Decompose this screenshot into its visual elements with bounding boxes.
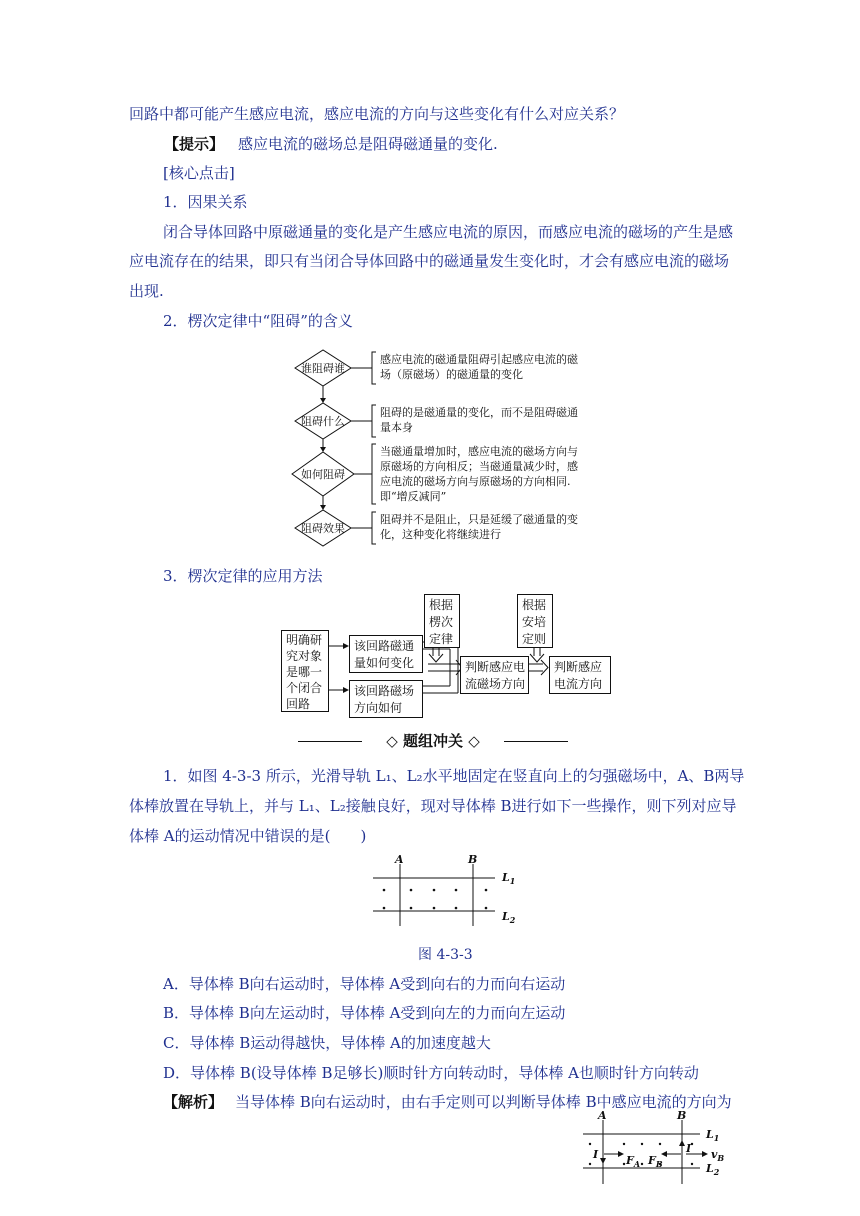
fig2-label-A: A xyxy=(598,1109,607,1122)
flow2-mid-box: 判断感应电 流磁场方向 xyxy=(460,656,529,694)
figure-4-3-3 xyxy=(370,850,520,940)
option-a[interactable]: A．导体棒 B向右运动时，导体棒 A受到向右的力而向右运动 xyxy=(163,975,566,993)
figure-caption: 图 4-3-3 xyxy=(418,947,473,963)
question-line-3: 体棒 A的运动情况中错误的是( ) xyxy=(129,827,367,845)
fig1-label-B: B xyxy=(468,853,478,866)
diamond-4-label: 阻碍效果 xyxy=(301,522,345,535)
diamond-1-label: 谁阻碍谁 xyxy=(301,362,345,375)
analysis-line xyxy=(163,1092,732,1112)
hint-line xyxy=(164,134,498,154)
section-banner xyxy=(298,731,568,751)
flow1-desc-1: 感应电流的磁通量阻碍引起感应电流的磁 场（原磁场）的磁通量的变化 xyxy=(380,353,578,381)
banner-rule-left xyxy=(298,741,362,742)
analysis-tag: 【解析】 xyxy=(163,1093,224,1111)
fig2-label-FB: $F_B$ xyxy=(648,1154,663,1169)
diamond-2-label: 阻碍什么 xyxy=(301,415,345,428)
fig1-label-A: A xyxy=(395,853,404,866)
section-3-title: 3．楞次定律的应用方法 xyxy=(163,567,323,585)
paragraph-continuation: 回路中都可能产生感应电流，感应电流的方向与这些变化有什么对应关系？ xyxy=(129,105,625,123)
flow2-rule2-box: 根据 安培 定则 xyxy=(517,594,553,648)
flow2-bottom-box: 该回路磁场 方向如何 xyxy=(349,680,423,718)
fig2-label-B: B xyxy=(677,1109,687,1122)
fig1-label-L2: $L_2$ xyxy=(502,910,516,925)
fig2-label-I-right: I xyxy=(686,1142,692,1155)
core-heading: [核心点击] xyxy=(163,164,235,182)
banner-title: ◇ 题组冲关 ◇ xyxy=(386,732,480,750)
fig2-label-vB: $v_B$ xyxy=(711,1148,725,1163)
hint-tag: 【提示】 xyxy=(164,135,225,153)
fig2-label-L2: $L_2$ xyxy=(706,1162,720,1177)
section-1-line-1: 闭合导体回路中原磁通量的变化是产生感应电流的原因，而感应电流的磁场的产生是感 xyxy=(163,223,734,241)
flow2-top-box: 该回路磁通 量如何变化 xyxy=(349,635,423,673)
option-b[interactable]: B．导体棒 B向左运动时，导体棒 A受到向左的力而向左运动 xyxy=(163,1004,566,1022)
flow2-start-box: 明确研 究对象 是哪一 个闭合 回路 xyxy=(281,630,329,712)
banner-rule-right xyxy=(504,741,568,742)
fig1-label-L1: $L_1$ xyxy=(502,871,516,886)
diamond-3-label: 如何阻碍 xyxy=(301,468,345,481)
flow2-rule1-box: 根据 楞次 定律 xyxy=(424,594,460,648)
flow1-desc-4: 阻碍并不是阻止，只是延缓了磁通量的变 化，这种变化将继续进行 xyxy=(380,513,578,541)
section-1-title: 1．因果关系 xyxy=(163,193,248,211)
section-1-line-2: 应电流存在的结果，即只有当闭合导体回路中的磁通量发生变化时，才会有感应电流的磁场 xyxy=(129,252,730,270)
analysis-figure xyxy=(580,1109,740,1212)
flow1-desc-3: 当磁通量增加时，感应电流的磁场方向与 原磁场的方向相反；当磁通量减少时，感 应电流的磁场方向与原磁场的方向相同. 即“增反减同” xyxy=(380,445,578,503)
hint-text: 感应电流的磁场总是阻碍磁通量的变化. xyxy=(238,135,498,153)
option-c[interactable]: C．导体棒 B运动得越快，导体棒 A的加速度越大 xyxy=(163,1034,491,1052)
question-line-1: 1．如图 4-3-3 所示，光滑导轨 L₁、L₂水平地固定在竖直向上的匀强磁场中，A、B两导 xyxy=(163,767,745,785)
section-2-title: 2．楞次定律中“阻碍”的含义 xyxy=(163,312,353,330)
section-1-line-3: 出现. xyxy=(129,282,164,300)
fig2-label-FA: $F_A$ xyxy=(626,1154,641,1169)
option-d[interactable]: D．导体棒 B(设导体棒 B足够长)顺时针方向转动时，导体棒 A也顺时针方向转动 xyxy=(163,1064,699,1082)
flow2-end-box: 判断感应 电流方向 xyxy=(549,656,611,694)
fig2-label-L1: $L_1$ xyxy=(706,1128,720,1143)
flow1-desc-2: 阻碍的是磁通量的变化，而不是阻碍磁通 量本身 xyxy=(380,406,578,434)
question-line-2: 体棒放置在导轨上，并与 L₁、L₂接触良好，现对导体棒 B进行如下一些操作，则下列对应导 xyxy=(129,797,737,815)
analysis-text: 当导体棒 B向右运动时，由右手定则可以判断导体棒 B中感应电流的方向为 xyxy=(235,1093,732,1111)
fig2-label-I-left: I xyxy=(593,1148,599,1161)
